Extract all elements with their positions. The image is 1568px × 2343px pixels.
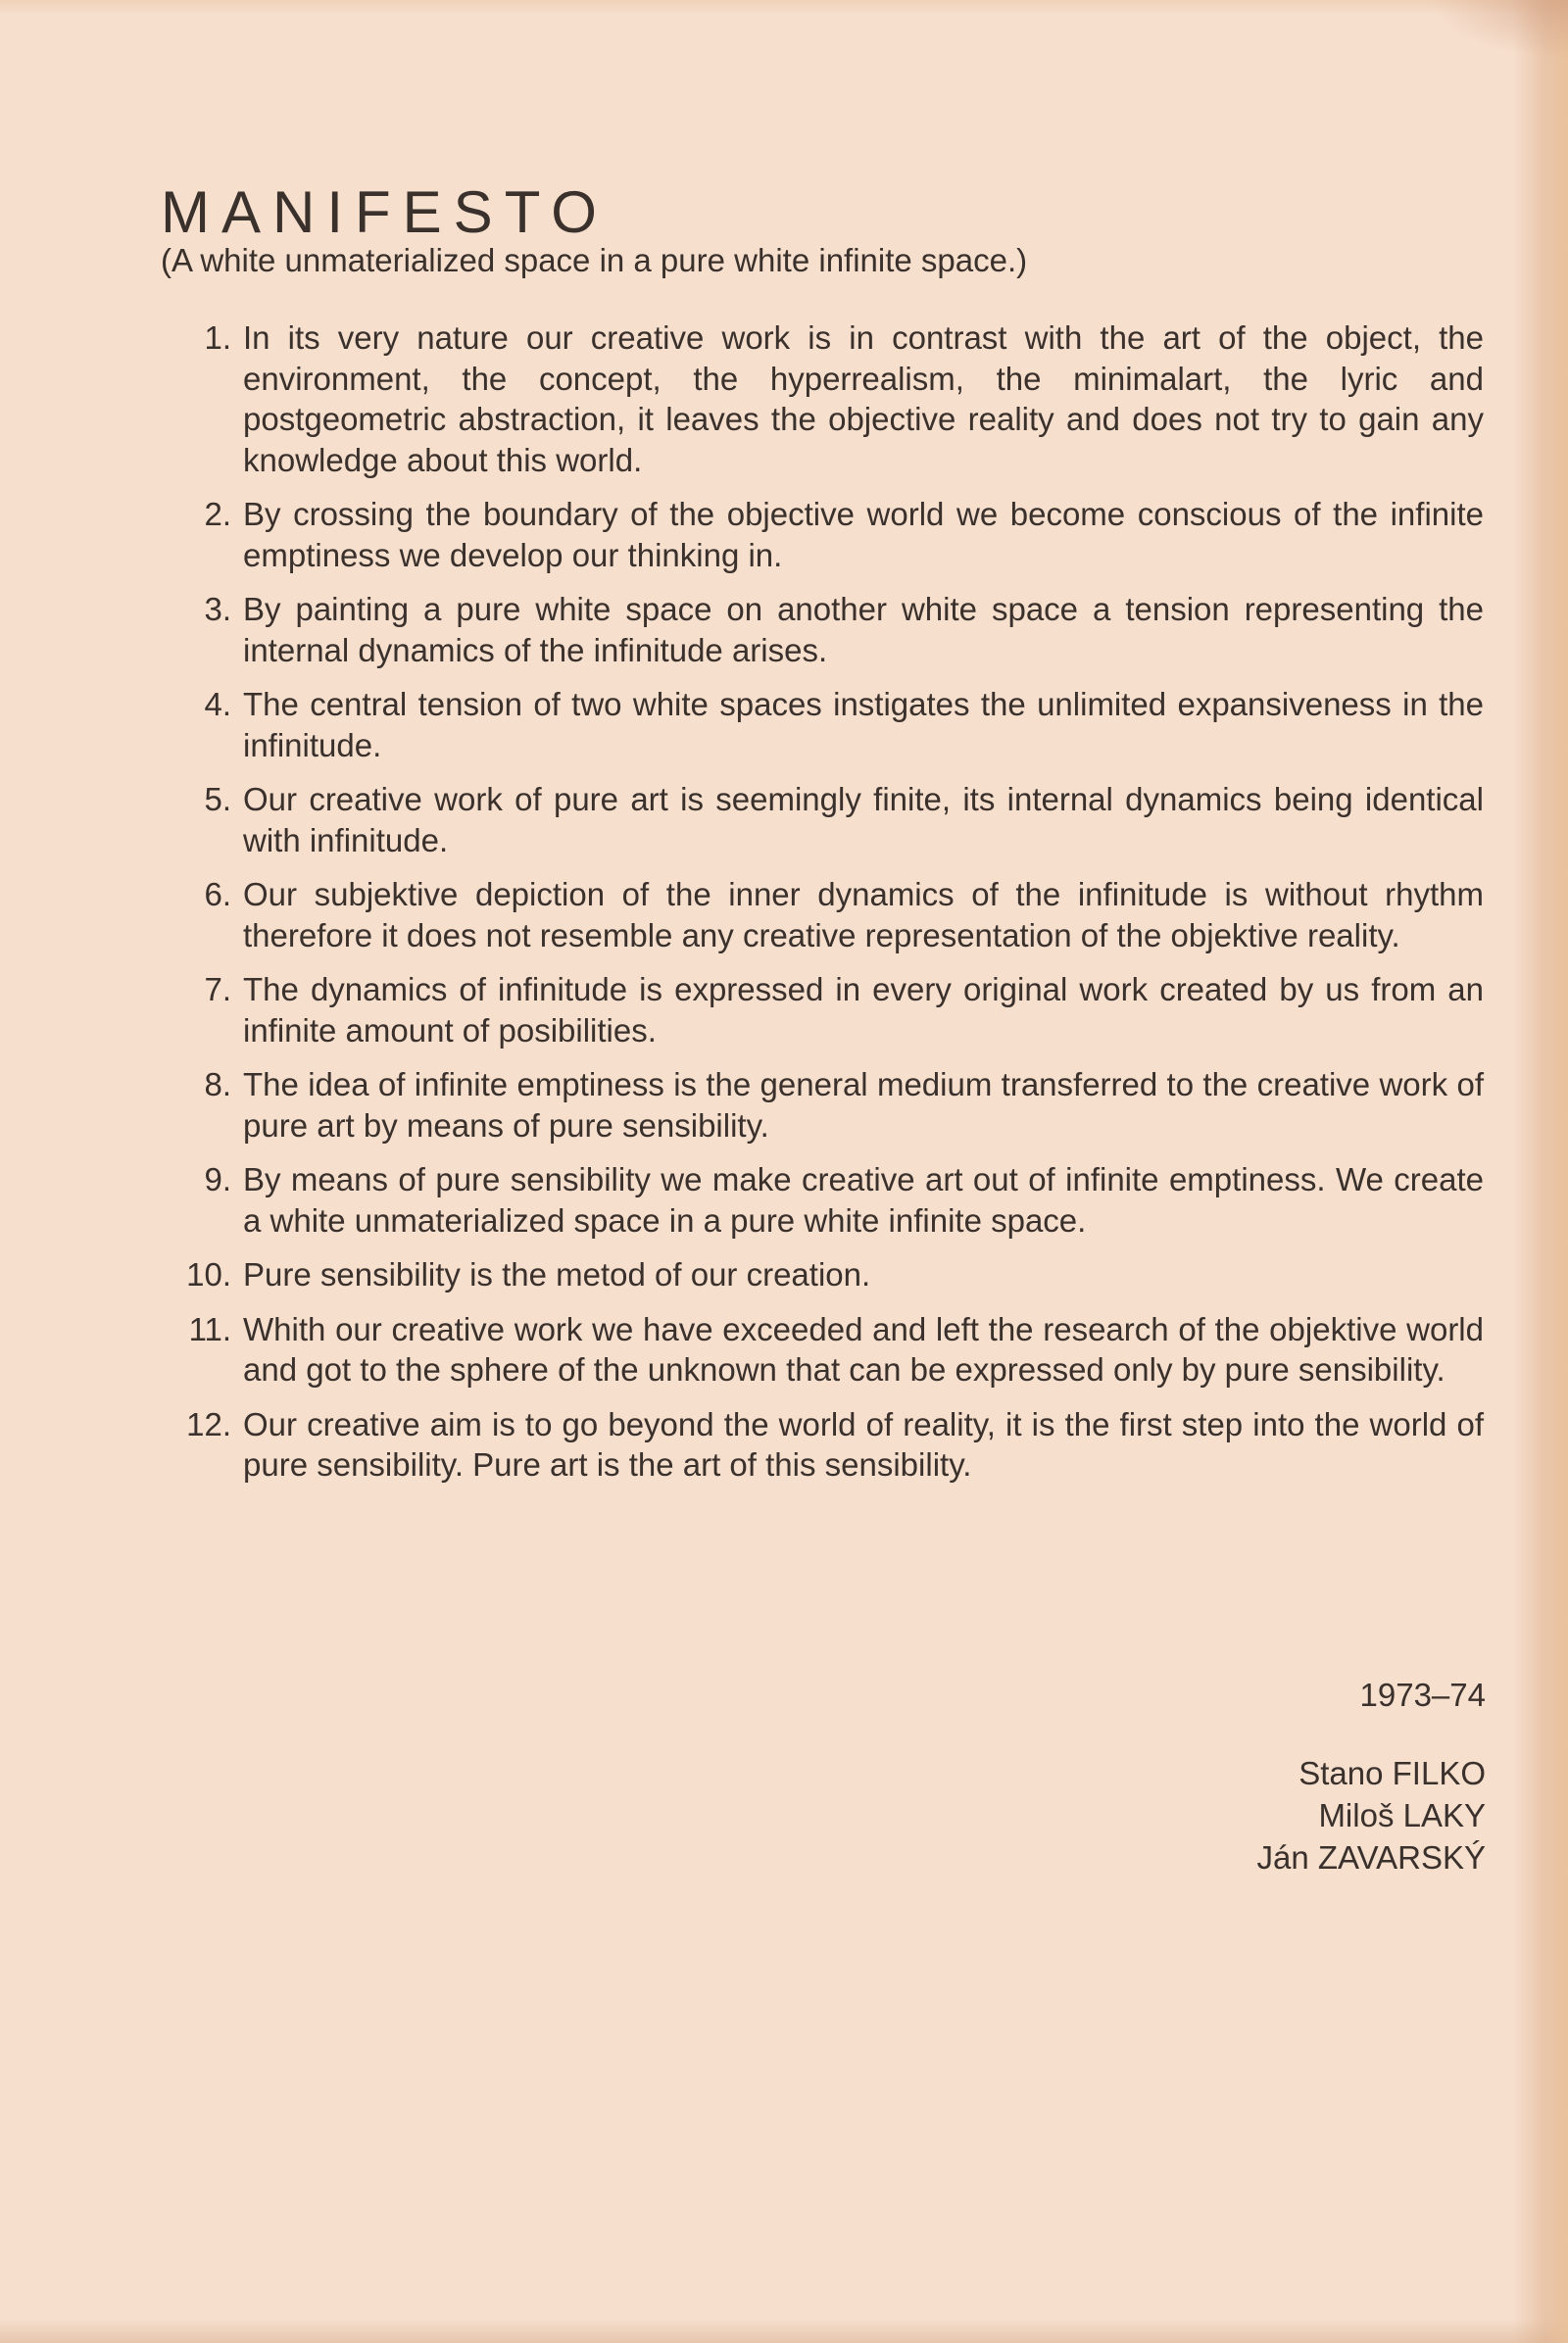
item-text: The idea of infinite emptiness is the general medium transferred to the creative work of pure art by means of pure sensibility. <box>243 1066 1484 1144</box>
item-number: 11. <box>188 1310 231 1347</box>
item-text: By crossing the boundary of the objective world we become conscious of the infinite emptiness we develop our thinking in. <box>243 496 1484 573</box>
page-title: MANIFESTO <box>161 179 609 245</box>
list-item <box>161 1064 1484 1146</box>
page-subtitle: (A white unmaterialized space in a pure white infinite space.) <box>161 242 1028 278</box>
list-item <box>161 779 1484 860</box>
item-text: Pure sensibility is the metod of our creation. <box>243 1256 871 1293</box>
item-number: 12. <box>186 1405 231 1442</box>
item-text: The central tension of two white spaces instigates the unlimited expansiveness in the infinitude. <box>243 686 1484 763</box>
item-number: 5. <box>204 781 231 817</box>
list-item <box>161 494 1484 575</box>
item-text: By means of pure sensibility we make creative art out of infinite emptiness. We create a white unmaterialized space in a pure white infinite space. <box>243 1161 1484 1239</box>
list-item <box>161 874 1484 955</box>
item-number: 9. <box>204 1161 231 1197</box>
item-text: Our creative aim is to go beyond the world of reality, it is the first step into the world of pure sensibility. Pure art is the art of this sensibility. <box>243 1405 1484 1483</box>
item-text: The dynamics of infinitude is expressed in every original work created by us from an infinite amount of posibilities. <box>243 971 1484 1049</box>
list-item <box>161 684 1484 765</box>
list-item <box>161 1254 1484 1295</box>
item-text: Our subjektive depiction of the inner dynamics of the infinitude is without rhythm therefore it does not resemble any creative representation of the objektive reality. <box>243 876 1484 953</box>
item-number: 6. <box>204 876 231 912</box>
list-item <box>161 969 1484 1050</box>
list-item <box>161 1159 1484 1241</box>
list-item <box>161 589 1484 670</box>
list-item <box>161 1309 1484 1391</box>
item-number: 4. <box>204 686 231 722</box>
item-text: By painting a pure white space on another white space a tension representing the internal dynamics of the infinitude arises. <box>243 591 1484 668</box>
item-number: 1. <box>204 319 231 356</box>
list-item <box>161 1404 1484 1486</box>
paper-corner-stain <box>1431 0 1568 59</box>
signatory-name: Ján ZAVARSKÝ <box>1256 1839 1486 1876</box>
item-number: 8. <box>204 1066 231 1102</box>
date-label: 1973–74 <box>1359 1677 1486 1713</box>
item-text: In its very nature our creative work is in contrast with the art of the object, the environment, the concept, the hyperrealism, the minimalart, the lyric and postgeometric abstraction, it leaves the objective reality and does not try to gain any knowledge about this world. <box>243 319 1484 478</box>
item-number: 7. <box>204 971 231 1007</box>
item-text: Whith our creative work we have exceeded and left the research of the objektive world and got to the sphere of the unknown that can be expressed only by pure sensibility. <box>243 1310 1484 1388</box>
item-number: 3. <box>204 591 231 627</box>
item-text: Our creative work of pure art is seemingly finite, its internal dynamics being identical with infinitude. <box>243 781 1484 858</box>
list-item <box>161 317 1484 480</box>
signatories-block <box>1256 1752 1486 1879</box>
item-number: 2. <box>204 496 231 532</box>
manifesto-list <box>161 317 1484 1499</box>
item-number: 10. <box>186 1256 231 1293</box>
signatory-name: Miloš LAKY <box>1318 1797 1486 1833</box>
signatory-name: Stano FILKO <box>1298 1755 1486 1791</box>
